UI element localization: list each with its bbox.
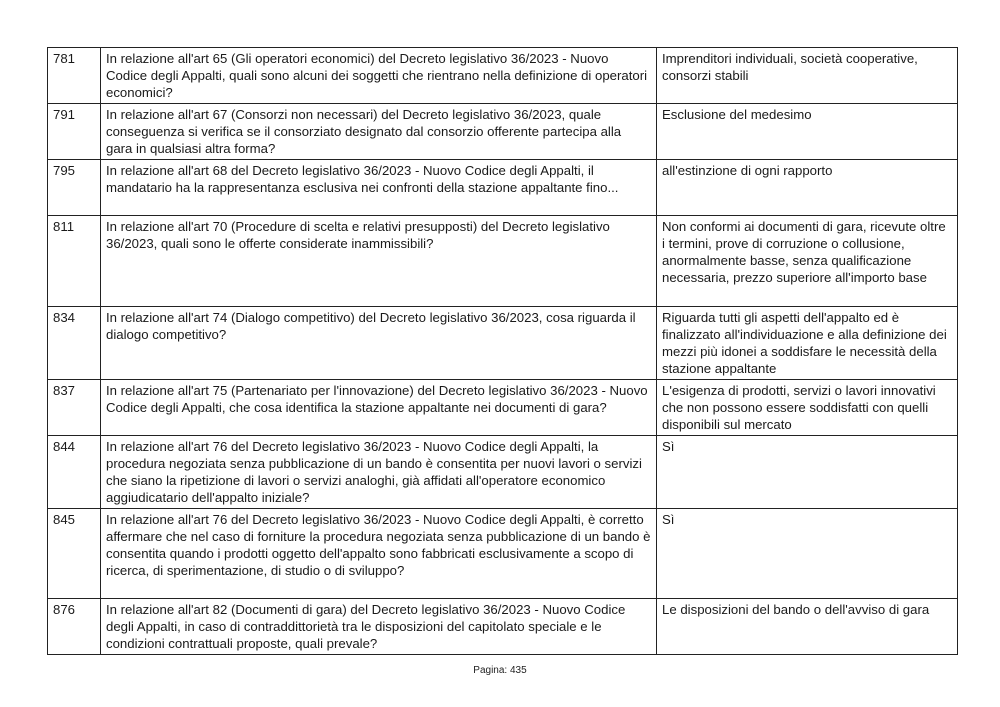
answer-text: Riguarda tutti gli aspetti dell'appalto ed è finalizzato all'individuazione e alla definizione dei mezzi più idonei a soddisfare le necessità della stazione appaltante (657, 307, 958, 380)
page-number-footer: Pagina: 435 (473, 665, 527, 676)
question-text: In relazione all'art 82 (Documenti di gara) del Decreto legislativo 36/2023 - Nuovo Codice degli Appalti, in caso di contraddittorietà tra le disposizioni del capitolato speciale e le condizioni contrattuali proposte, quali prevale? (101, 599, 657, 655)
question-text: In relazione all'art 68 del Decreto legislativo 36/2023 - Nuovo Codice degli Appalti, il mandatario ha la rappresentanza esclusiva nei confronti della stazione appaltante fino... (101, 160, 657, 216)
question-number: 791 (48, 104, 101, 160)
question-number: 876 (48, 599, 101, 655)
answer-text: Non conformi ai documenti di gara, ricevute oltre i termini, prove di corruzione o collusione, anormalmente basse, senza qualificazione necessaria, prezzo superiore all'importo base (657, 216, 958, 307)
answer-text: all'estinzione di ogni rapporto (657, 160, 958, 216)
answer-text: Le disposizioni del bando o dell'avviso di gara (657, 599, 958, 655)
question-text: In relazione all'art 76 del Decreto legislativo 36/2023 - Nuovo Codice degli Appalti, la procedura negoziata senza pubblicazione di un bando è consentita per nuovi lavori o servizi che siano la ripetizione di lavori o servizi analoghi, già affidati all'operatore economico aggiudicatario dell'appalto iniziale? (101, 436, 657, 509)
answer-text: Sì (657, 509, 958, 599)
question-number: 795 (48, 160, 101, 216)
question-number: 845 (48, 509, 101, 599)
table-row (48, 307, 958, 380)
question-text: In relazione all'art 70 (Procedure di scelta e relativi presupposti) del Decreto legislativo 36/2023, quali sono le offerte considerate inammissibili? (101, 216, 657, 307)
question-text: In relazione all'art 65 (Gli operatori economici) del Decreto legislativo 36/2023 - Nuovo Codice degli Appalti, quali sono alcuni dei soggetti che rientrano nella definizione di operatori economici? (101, 48, 657, 104)
question-text: In relazione all'art 76 del Decreto legislativo 36/2023 - Nuovo Codice degli Appalti, è corretto affermare che nel caso di forniture la procedura negoziata senza pubblicazione di un bando è consentita quando i prodotti oggetto dell'appalto sono fabbricati esclusivamente a scopo di ricerca, di sperimentazione, di studio o di sviluppo? (101, 509, 657, 599)
table-row (48, 599, 958, 655)
question-text: In relazione all'art 75 (Partenariato per l'innovazione) del Decreto legislativo 36/2023 - Nuovo Codice degli Appalti, che cosa identifica la stazione appaltante nei documenti di gara? (101, 380, 657, 436)
question-number: 837 (48, 380, 101, 436)
answer-text: Sì (657, 436, 958, 509)
table-row (48, 436, 958, 509)
question-number: 844 (48, 436, 101, 509)
table-row (48, 216, 958, 307)
answer-text: L'esigenza di prodotti, servizi o lavori innovativi che non possono essere soddisfatti con quelli disponibili sul mercato (657, 380, 958, 436)
table-row (48, 160, 958, 216)
question-number: 811 (48, 216, 101, 307)
questions-table (47, 47, 958, 655)
table-row (48, 380, 958, 436)
answer-text: Imprenditori individuali, società cooperative, consorzi stabili (657, 48, 958, 104)
table-row (48, 509, 958, 599)
question-text: In relazione all'art 67 (Consorzi non necessari) del Decreto legislativo 36/2023, quale conseguenza si verifica se il consorziato designato dal consorzio offerente partecipa alla gara in qualsiasi altra forma? (101, 104, 657, 160)
table-row (48, 48, 958, 104)
question-number: 781 (48, 48, 101, 104)
question-number: 834 (48, 307, 101, 380)
table-row (48, 104, 958, 160)
answer-text: Esclusione del medesimo (657, 104, 958, 160)
question-text: In relazione all'art 74 (Dialogo competitivo) del Decreto legislativo 36/2023, cosa riguarda il dialogo competitivo? (101, 307, 657, 380)
